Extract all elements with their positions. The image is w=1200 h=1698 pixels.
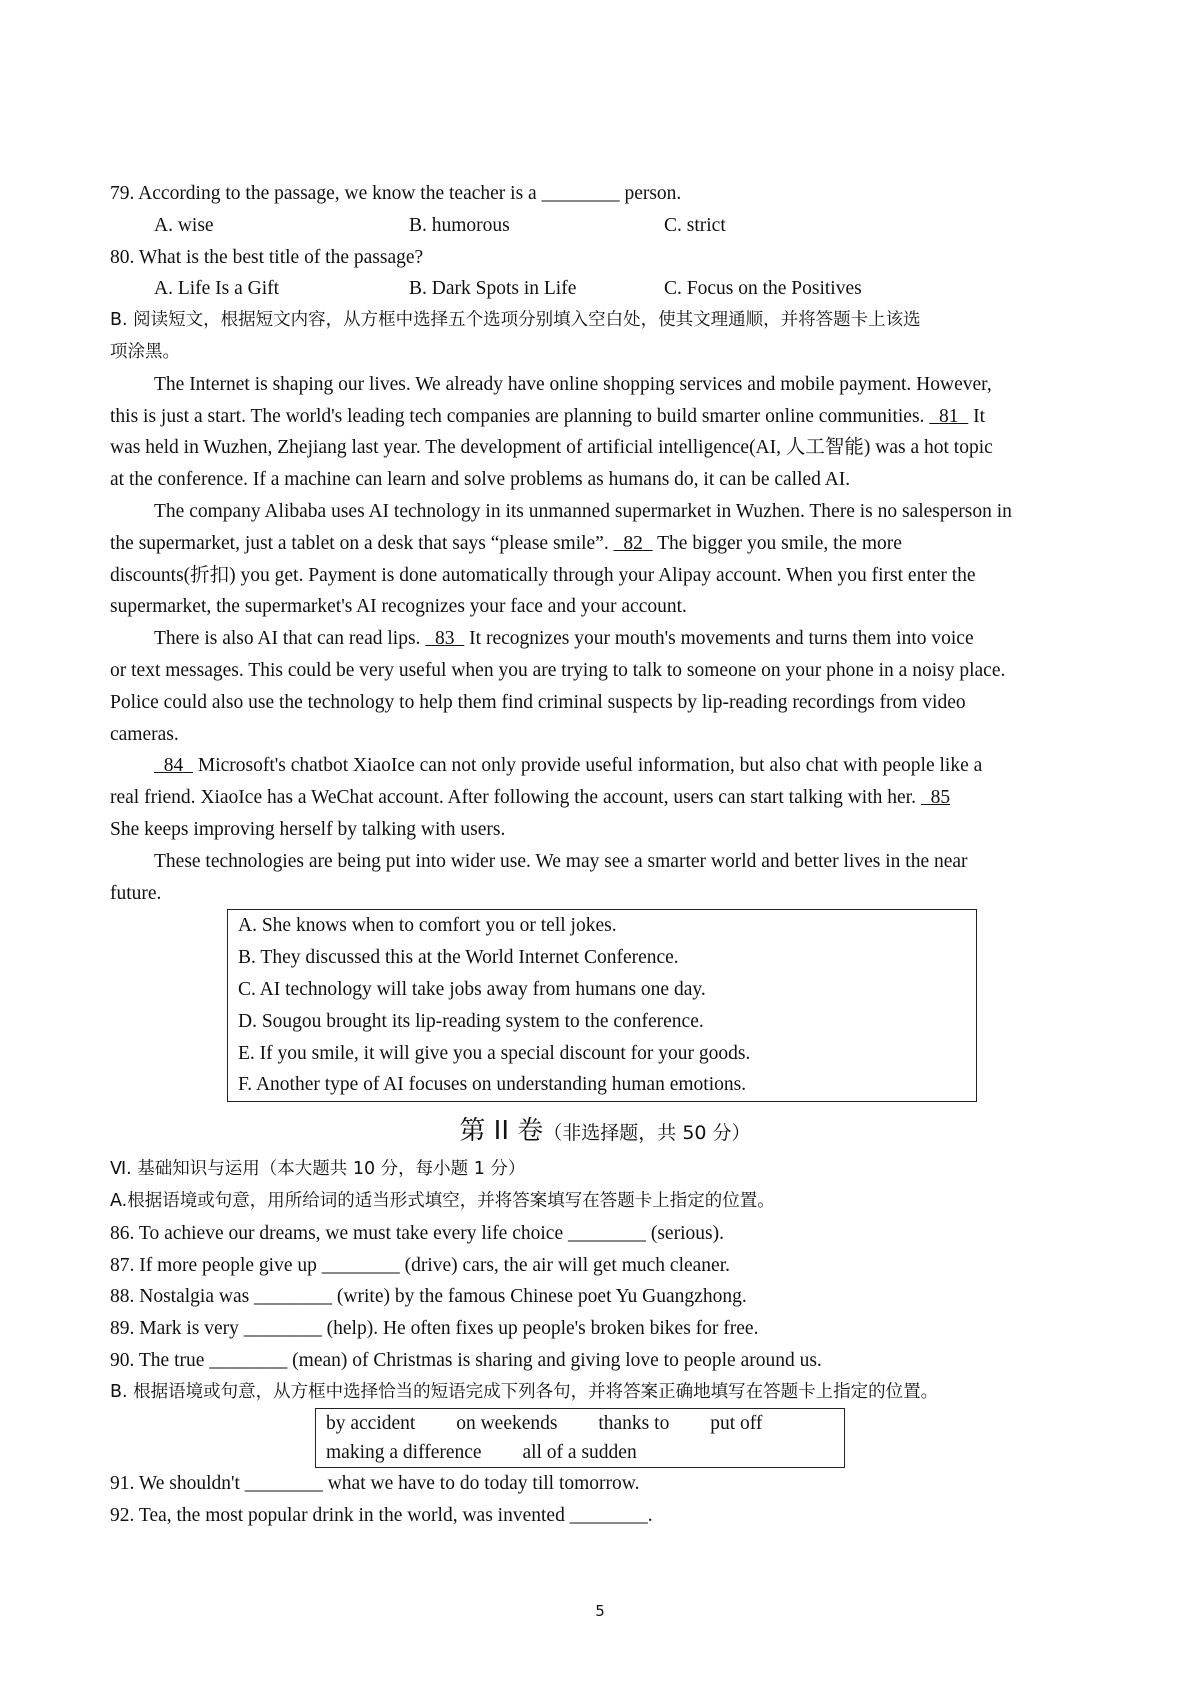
phrase-on-weekends: on weekends bbox=[456, 1413, 558, 1435]
passage-p4-line2 bbox=[110, 782, 1100, 814]
phrase-all-of-a-sudden: all of a sudden bbox=[522, 1442, 637, 1464]
passage-p4-line1 bbox=[110, 750, 1100, 782]
p4-line2-text: real friend. XiaoIce has a WeChat account. After following the account, users can start talking with her. bbox=[110, 787, 916, 809]
blank-83 bbox=[425, 628, 464, 649]
q79-option-b: B. humorous bbox=[409, 214, 510, 236]
blank-84-number: 84 bbox=[163, 755, 184, 777]
passage-p2-line1: The company Alibaba uses AI technology in its unmanned supermarket in Wuzhen. There is no salesperson in bbox=[154, 500, 1012, 522]
p2-line2-end: The bigger you smile, the more bbox=[657, 532, 902, 554]
box-option-b: B. They discussed this at the World Internet Conference. bbox=[238, 947, 679, 969]
passage-p1-line2 bbox=[110, 401, 1100, 433]
box-option-a: A. She knows when to comfort you or tell jokes. bbox=[238, 915, 617, 937]
blank-84 bbox=[154, 755, 193, 776]
passage-p1-line3: was held in Wuzhen, Zhejiang last year. The development of artificial intelligence(AI, 人工智能) was a hot topic bbox=[110, 437, 993, 459]
question-92: 92. Tea, the most popular drink in the world, was invented ________. bbox=[110, 1505, 653, 1527]
p3-line1-end: It recognizes your mouth's movements and turns them into voice bbox=[469, 628, 974, 650]
section-vi-part-b-instruction: B. 根据语境或句意，从方框中选择恰当的短语完成下列各句，并将答案正确地填写在答题卡上指定的位置。 bbox=[110, 1381, 939, 1402]
q80-option-a: A. Life Is a Gift bbox=[154, 278, 280, 300]
p3-line1-text: There is also AI that can read lips. bbox=[154, 628, 421, 650]
passage-p5-line2: future. bbox=[110, 882, 162, 904]
question-88: 88. Nostalgia was ________ (write) by the famous Chinese poet Yu Guangzhong. bbox=[110, 1286, 747, 1308]
passage-p3-line4: cameras. bbox=[110, 723, 179, 745]
blank-85-number: 85 bbox=[930, 787, 951, 809]
q79-option-c: C. strict bbox=[664, 214, 726, 236]
blank-81 bbox=[929, 406, 968, 427]
question-86: 86. To achieve our dreams, we must take every life choice ________ (serious). bbox=[110, 1222, 724, 1244]
passage-p2-line3: discounts(折扣) you get. Payment is done automatically through your Alipay account. When you first enter the bbox=[110, 564, 976, 586]
phrase-thanks-to: thanks to bbox=[598, 1413, 670, 1435]
question-89: 89. Mark is very ________ (help). He often fixes up people's broken bikes for free. bbox=[110, 1318, 759, 1340]
page-number: 5 bbox=[595, 1602, 605, 1620]
question-90: 90. The true ________ (mean) of Christmas is sharing and giving love to people around us. bbox=[110, 1349, 822, 1371]
phrase-making-a-difference: making a difference bbox=[326, 1442, 482, 1464]
passage-p1-line1: The Internet is shaping our lives. We already have online shopping services and mobile payment. However, bbox=[154, 373, 992, 395]
passage-p2-line4: supermarket, the supermarket's AI recognizes your face and your account. bbox=[110, 596, 687, 618]
blank-85 bbox=[921, 787, 950, 808]
p2-line2-text: the supermarket, just a tablet on a desk that says “please smile”. bbox=[110, 532, 609, 554]
blank-82-number: 82 bbox=[623, 532, 643, 554]
passage-p3-line1 bbox=[110, 623, 1100, 655]
question-79-stem: 79. According to the passage, we know the teacher is a ________ person. bbox=[110, 183, 682, 204]
blank-82 bbox=[614, 533, 653, 554]
question-80-stem: 80. What is the best title of the passage? bbox=[110, 246, 424, 268]
question-80-options bbox=[110, 273, 1100, 305]
section-vi-part-a-instruction: A.根据语境或句意，用所给词的适当形式填空，并将答案填写在答题卡上指定的位置。 bbox=[110, 1190, 775, 1211]
page-content bbox=[110, 178, 1100, 1532]
section-2-title-main: 第 II 卷 bbox=[459, 1116, 544, 1147]
passage-p3-line3: Police could also use the technology to help them find criminal suspects by lip-reading recordings from video bbox=[110, 691, 966, 713]
box-option-d: D. Sougou brought its lip-reading system to the conference. bbox=[238, 1010, 704, 1032]
passage-p4-line3: She keeps improving herself by talking with users. bbox=[110, 818, 506, 840]
blank-81-number: 81 bbox=[939, 405, 959, 427]
phrase-by-accident: by accident bbox=[326, 1413, 416, 1435]
blank-83-number: 83 bbox=[435, 628, 455, 650]
passage-p1-line4: at the conference. If a machine can learn and solve problems as humans do, it can be called AI. bbox=[110, 469, 851, 491]
box-option-e: E. If you smile, it will give you a special discount for your goods. bbox=[238, 1042, 751, 1064]
section-vi-heading: Ⅵ. 基础知识与运用（本大题共 10 分，每小题 1 分） bbox=[110, 1159, 526, 1180]
question-91: 91. We shouldn't ________ what we have to do today till tomorrow. bbox=[110, 1473, 640, 1495]
box-option-c: C. AI technology will take jobs away from humans one day. bbox=[238, 978, 706, 1000]
phrase-box bbox=[315, 1408, 845, 1468]
question-79-options bbox=[110, 210, 1100, 242]
part-b-instruction-line1: B. 阅读短文，根据短文内容，从方框中选择五个选项分别填入空白处，使其文理通顺，并将答题卡上该选 bbox=[110, 310, 921, 331]
p1-line2-text: this is just a start. The world's leading tech companies are planning to build smarter online communities. bbox=[110, 405, 925, 427]
phrase-put-off: put off bbox=[710, 1413, 763, 1435]
passage-p5-line1: These technologies are being put into wider use. We may see a smarter world and better lives in the near bbox=[154, 850, 968, 872]
passage-p2-line2 bbox=[110, 528, 1100, 560]
section-2-title bbox=[110, 1110, 1100, 1154]
section-2-subtitle: （非选择题，共 50 分） bbox=[543, 1122, 751, 1145]
question-87: 87. If more people give up ________ (drive) cars, the air will get much cleaner. bbox=[110, 1254, 731, 1276]
phrase-row-2 bbox=[326, 1438, 844, 1467]
part-b-instruction-line2: 项涂黑。 bbox=[110, 341, 180, 362]
answer-options-box bbox=[227, 909, 977, 1102]
box-option-f: F. Another type of AI focuses on understanding human emotions. bbox=[238, 1074, 747, 1096]
q80-option-c: C. Focus on the Positives bbox=[664, 278, 862, 300]
q79-option-a: A. wise bbox=[154, 214, 214, 236]
phrase-row-1 bbox=[326, 1409, 844, 1438]
q80-option-b: B. Dark Spots in Life bbox=[409, 278, 577, 300]
p1-line2-end: It bbox=[973, 405, 986, 427]
passage-p3-line2: or text messages. This could be very useful when you are trying to talk to someone on your phone in a noisy place. bbox=[110, 659, 1006, 681]
p4-line1-text: Microsoft's chatbot XiaoIce can not only provide useful information, but also chat with people like a bbox=[197, 755, 983, 777]
